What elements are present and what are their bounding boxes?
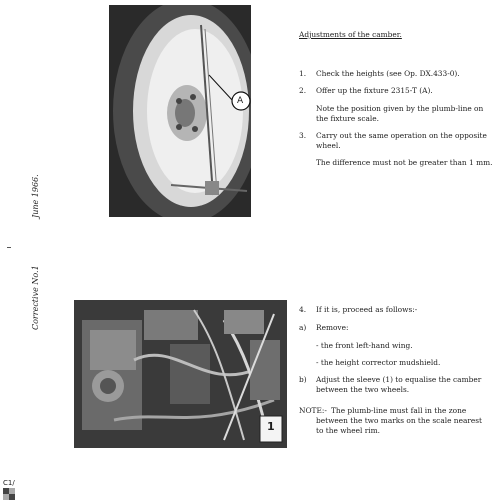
remove-item-mudshield: - the height corrector mudshield. [316,358,441,367]
step-1-text: Check the heights (see Op. DX.433-0). [316,69,460,78]
difference-note: The difference must not be greater than 1 mm. [316,158,493,167]
side-corrective: Corrective No.1 [31,265,40,330]
corner-mark [3,488,15,500]
note-line-3: to the wheel rim. [316,426,381,435]
step-2-note-line-1: Note the position given by the plumb-line on [316,104,484,113]
step-b-line-2: between the two wheels. [316,385,410,394]
step-1-num: 1. [299,69,307,78]
step-3-line-1: Carry out the same operation on the opposite [316,131,487,140]
page-code: C1/ [3,479,15,487]
tick-mark [7,247,11,248]
step-2-text: Offer up the fixture 2315-T (A). [316,86,433,95]
step-4-num: 4. [299,305,307,314]
section-heading: Adjustments of the camber. [299,30,402,39]
callout-a-label: A [237,96,244,106]
note-line-1: The plumb-line must fall in the zone [331,406,467,415]
engine-bay-photo [74,300,287,448]
step-b-num: b) [299,375,307,384]
step-3-line-2: wheel. [316,141,341,150]
remove-item-wing: - the front left-hand wing. [316,341,413,350]
note-line-2: between the two marks on the scale nearest [316,416,483,425]
step-a-text: Remove: [316,323,349,332]
step-2-note-line-2: the fixture scale. [316,114,379,123]
step-2-num: 2. [299,86,307,95]
note-label: NOTE:- [299,406,327,415]
step-b-line-1: Adjust the sleeve (1) to equalise the camber [316,375,482,384]
step-4-text: If it is, proceed as follows:- [316,305,418,314]
step-a-num: a) [299,323,307,332]
callout-1-label: 1 [267,420,275,433]
wheel-fixture-photo [109,5,251,217]
step-3-num: 3. [299,131,307,140]
side-date: June 1966. [31,174,40,218]
